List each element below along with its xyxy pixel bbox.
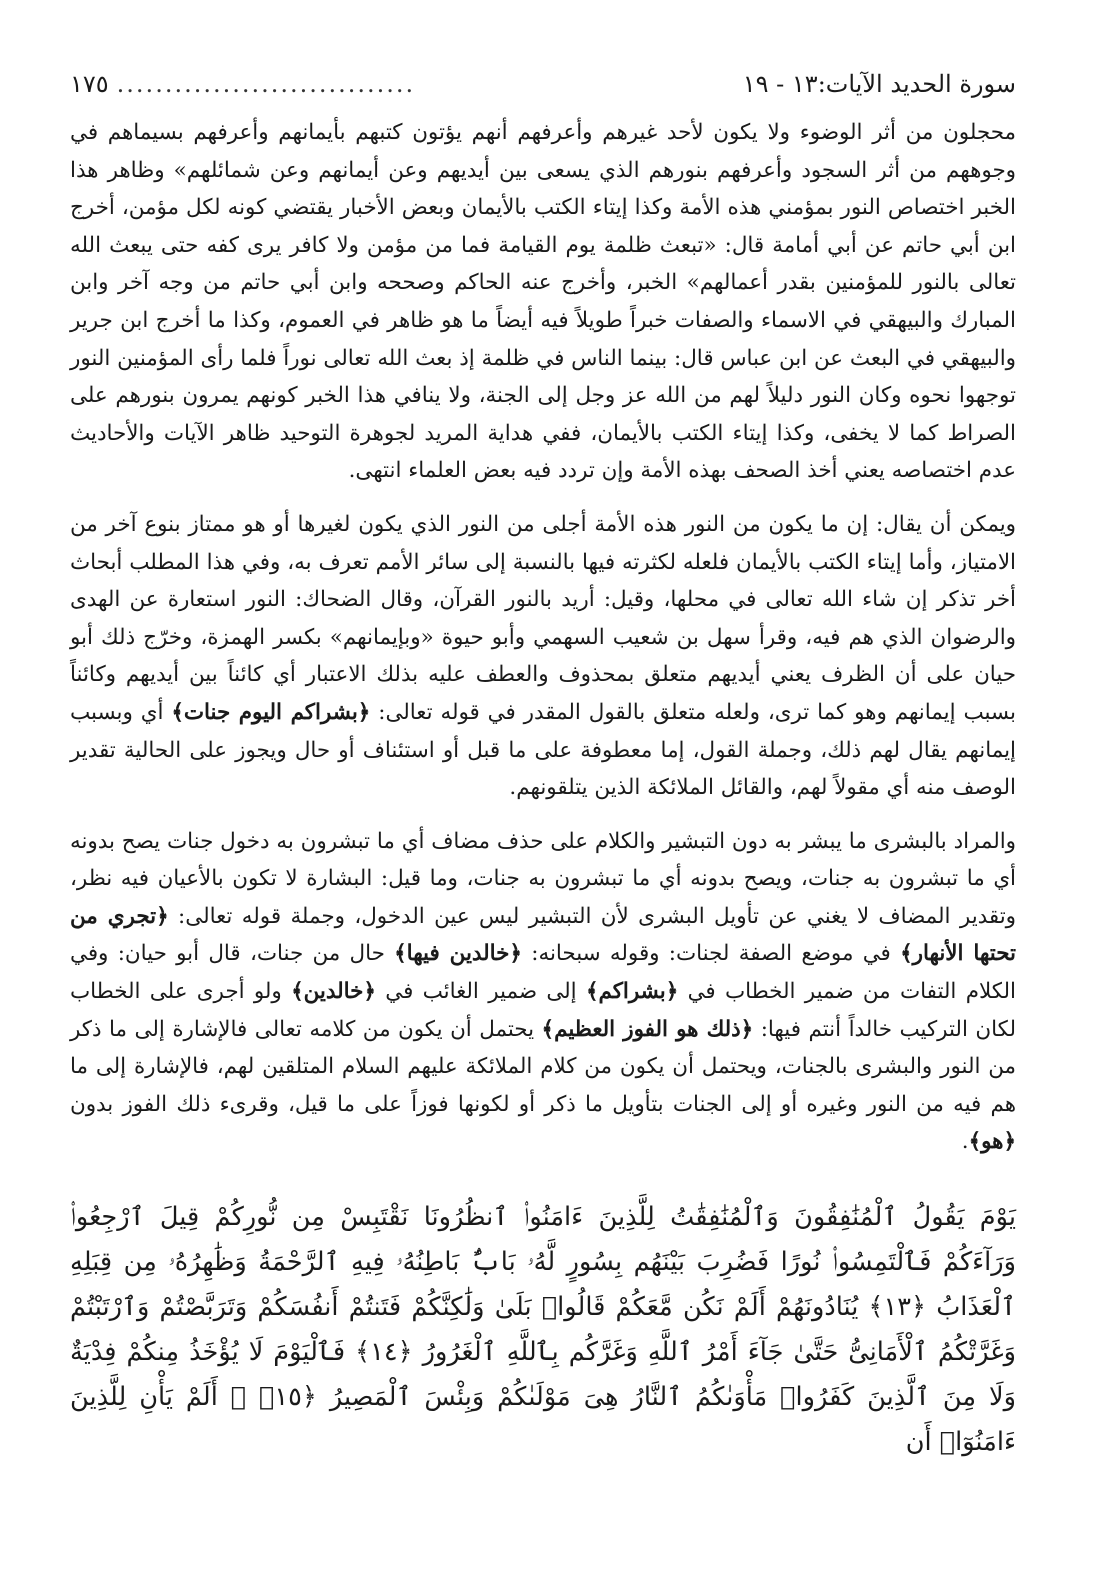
quote-huwa: ﴿هو﴾ xyxy=(968,1129,1016,1155)
paragraph-2-tail: أي وبسبب إيمانهم يقال لهم ذلك، وجملة القول، إما معطوفة على ما قبل أو استئناف أو حال ويجوز على الحالية تقدير الوصف منه أي مقولاً لهم، والقائل الملائكة الذين يتلقونهم. xyxy=(70,699,1016,801)
paragraph-3-part5: ولو أجرى على الخطاب لكان التركيب خالداً أنتم فيها: xyxy=(70,979,1016,1042)
quote-bushrakum: ﴿بشراكم اليوم جنات﴾ xyxy=(171,699,371,725)
header-dots: ............................... xyxy=(116,70,416,98)
page-header xyxy=(70,70,1016,112)
surah-title: سورة الحديد الآيات:١٣ - ١٩ xyxy=(742,70,1016,98)
paragraph-3-part6: يحتمل أن يكون من كلامه تعالى فالإشارة إلى ما ذكر من النور والبشرى بالجنات، ويحتمل أن يكون من كلام الملائكة عليهم السلام المتلقين لهم، فالإشارة إلى ما هم فيه من النور وغيره أو إلى الجنات بتأويل ما ذكر أو لكونها فوزاً على ما قيل، وقرىء ذلك الفوز بدون xyxy=(70,1016,1016,1117)
paragraph-3-part4: إلى ضمير الغائب في xyxy=(385,979,577,1005)
quote-dhalika: ﴿ذلك هو الفوز العظيم﴾ xyxy=(541,1016,754,1042)
quote-bushrakum-2: ﴿بشراكم﴾ xyxy=(585,979,679,1005)
paragraph-3 xyxy=(70,823,1016,1161)
page-number: ١٧٥ xyxy=(70,70,109,98)
paragraph-3-part2: في موضع الصفة لجنات: وقوله سبحانه: xyxy=(531,941,891,967)
quote-khalidin: ﴿خالدين﴾ xyxy=(291,979,376,1005)
paragraph-3-text: والمراد بالبشرى ما يبشر به دون التبشير والكلام على حذف مضاف أي ما تبشرون به دخول جنات يصح بدونه أي ما تبشرون به جنات، ويصح بدونه أي ما تبشرون به جنات، وما قيل: البشارة لا تكون بالأعيان فيه نظر، وتقدير المضاف لا يغني عن تأويل البشرى لأن التبشير ليس عين الدخول، وجملة قوله تعالى: xyxy=(70,828,1016,929)
quote-khalidin-fiha: ﴿خالدين فيها﴾ xyxy=(394,941,522,967)
quote-tajri: ﴿تجري من تحتها الأنهار﴾ xyxy=(70,903,1016,967)
paragraph-1: محجلون من أثر الوضوء ولا يكون لأحد غيرهم وأعرفهم أنهم يؤتون كتبهم بأيمانهم وأعرفهم بسيماهم في وجوههم من أثر السجود وأعرفهم بنورهم الذي يسعى بين أيديهم وعن أيمانهم وعن شمائلهم» وظاهر هذا الخبر اختصاص النور بمؤمني هذه الأمة وكذا إيتاء الكتب بالأيمان وبعض الأخبار يقتضي كونه لكل مؤمن، أخرج ابن أبي حاتم عن أبي أمامة قال: «تبعث ظلمة يوم القيامة فما من مؤمن ولا كافر يرى كفه حتى يبعث الله تعالى بالنور للمؤمنين بقدر أعمالهم» الخبر، وأخرج عنه الحاكم وصححه وابن أبي حاتم من وجه آخر وابن المبارك والبيهقي في الاسماء والصفات خبراً طويلاً فيه أيضاً ما هو ظاهر في العموم، وكذا ما أخرج ابن جرير والبيهقي في البعث عن ابن عباس قال: بينما الناس في ظلمة إذ بعث الله تعالى نوراً فلما رأى المؤمنين النور توجهوا نحوه وكان النور دليلاً لهم من الله عز وجل إلى الجنة، ولا ينافي هذا الخبر كونهم يمرون بنورهم على الصراط كما لا يخفى، وكذا إيتاء الكتب بالأيمان، ففي هداية المريد لجوهرة التوحيد ظاهر الآيات والأحاديث عدم اختصاصه يعني أخذ الصحف بهذه الأمة وإن تردد فيه بعض العلماء انتهى. xyxy=(70,120,1016,484)
paragraph-3-end: . xyxy=(961,1129,969,1155)
paragraph-2-text: ويمكن أن يقال: إن ما يكون من النور هذه الأمة أجلى من النور الذي يكون لغيرها أو هو ممتاز بنوع آخر من الامتياز، وأما إيتاء الكتب بالأيمان فلعله لكثرته فيها بالنسبة إلى سائر الأمم تعرف به، وفي هذا المطلب أبحاث أخر تذكر إن شاء الله تعالى في محلها، وقيل: أريد بالنور القرآن، وقال الضحاك: النور استعارة عن الهدى والرضوان الذي هم فيه، وقرأ سهل بن شعيب السهمي وأبو حيوة «وبإيمانهم» بكسر الهمزة، وخرّج ذلك أبو حيان على أن الظرف يعني أيديهم متعلق بمحذوف والعطف عليه بذلك الاعتبار أي كائناً بين أيديهم وكائناً بسبب إيمانهم وهو كما ترى، ولعله متعلق بالقول المقدر في قوله تعالى: xyxy=(70,511,1016,725)
paragraph-3-part3: حال من جنات، قال أبو حيان: وفي الكلام التفات من ضمير الخطاب في xyxy=(70,941,1016,1005)
paragraph-2 xyxy=(70,506,1016,807)
quran-verses: يَوْمَ يَقُولُ ٱلْمُنَٰفِقُونَ وَٱلْمُنَٰفِقَٰتُ لِلَّذِينَ ءَامَنُوا۟ ٱنظُرُونَا نَقْتَبِسْ مِن نُّورِكُمْ قِيلَ ٱرْجِعُوا۟ وَرَآءَكُمْ فَٱلْتَمِسُوا۟ نُورًا فَضُرِبَ بَيْنَهُم بِسُورٍ لَّهُۥ بَابٌۢ بَاطِنُهُۥ فِيهِ ٱلرَّحْمَةُ وَظَٰهِرُهُۥ مِن قِبَلِهِ ٱلْعَذَابُ ﴿١٣﴾ يُنَادُونَهُمْ أَلَمْ نَكُن مَّعَكُمْ قَالُوا۟ بَلَىٰ وَلَٰكِنَّكُمْ فَتَنتُمْ أَنفُسَكُمْ وَتَرَبَّصْتُمْ وَٱرْتَبْتُمْ وَغَرَّتْكُمُ ٱلْأَمَانِىُّ حَتَّىٰ جَآءَ أَمْرُ ٱللَّهِ وَغَرَّكُم بِٱللَّهِ ٱلْغَرُورُ ﴿١٤﴾ فَٱلْيَوْمَ لَا يُؤْخَذُ مِنكُمْ فِدْيَةٌ وَلَا مِنَ ٱلَّذِينَ كَفَرُوا۟ مَأْوَىٰكُمُ ٱلنَّارُ هِىَ مَوْلَىٰكُمْ وَبِئْسَ ٱلْمَصِيرُ ﴿١٥﴾ ۞ أَلَمْ يَأْنِ لِلَّذِينَ ءَامَنُوٓا۟ أَن xyxy=(70,1202,1016,1458)
